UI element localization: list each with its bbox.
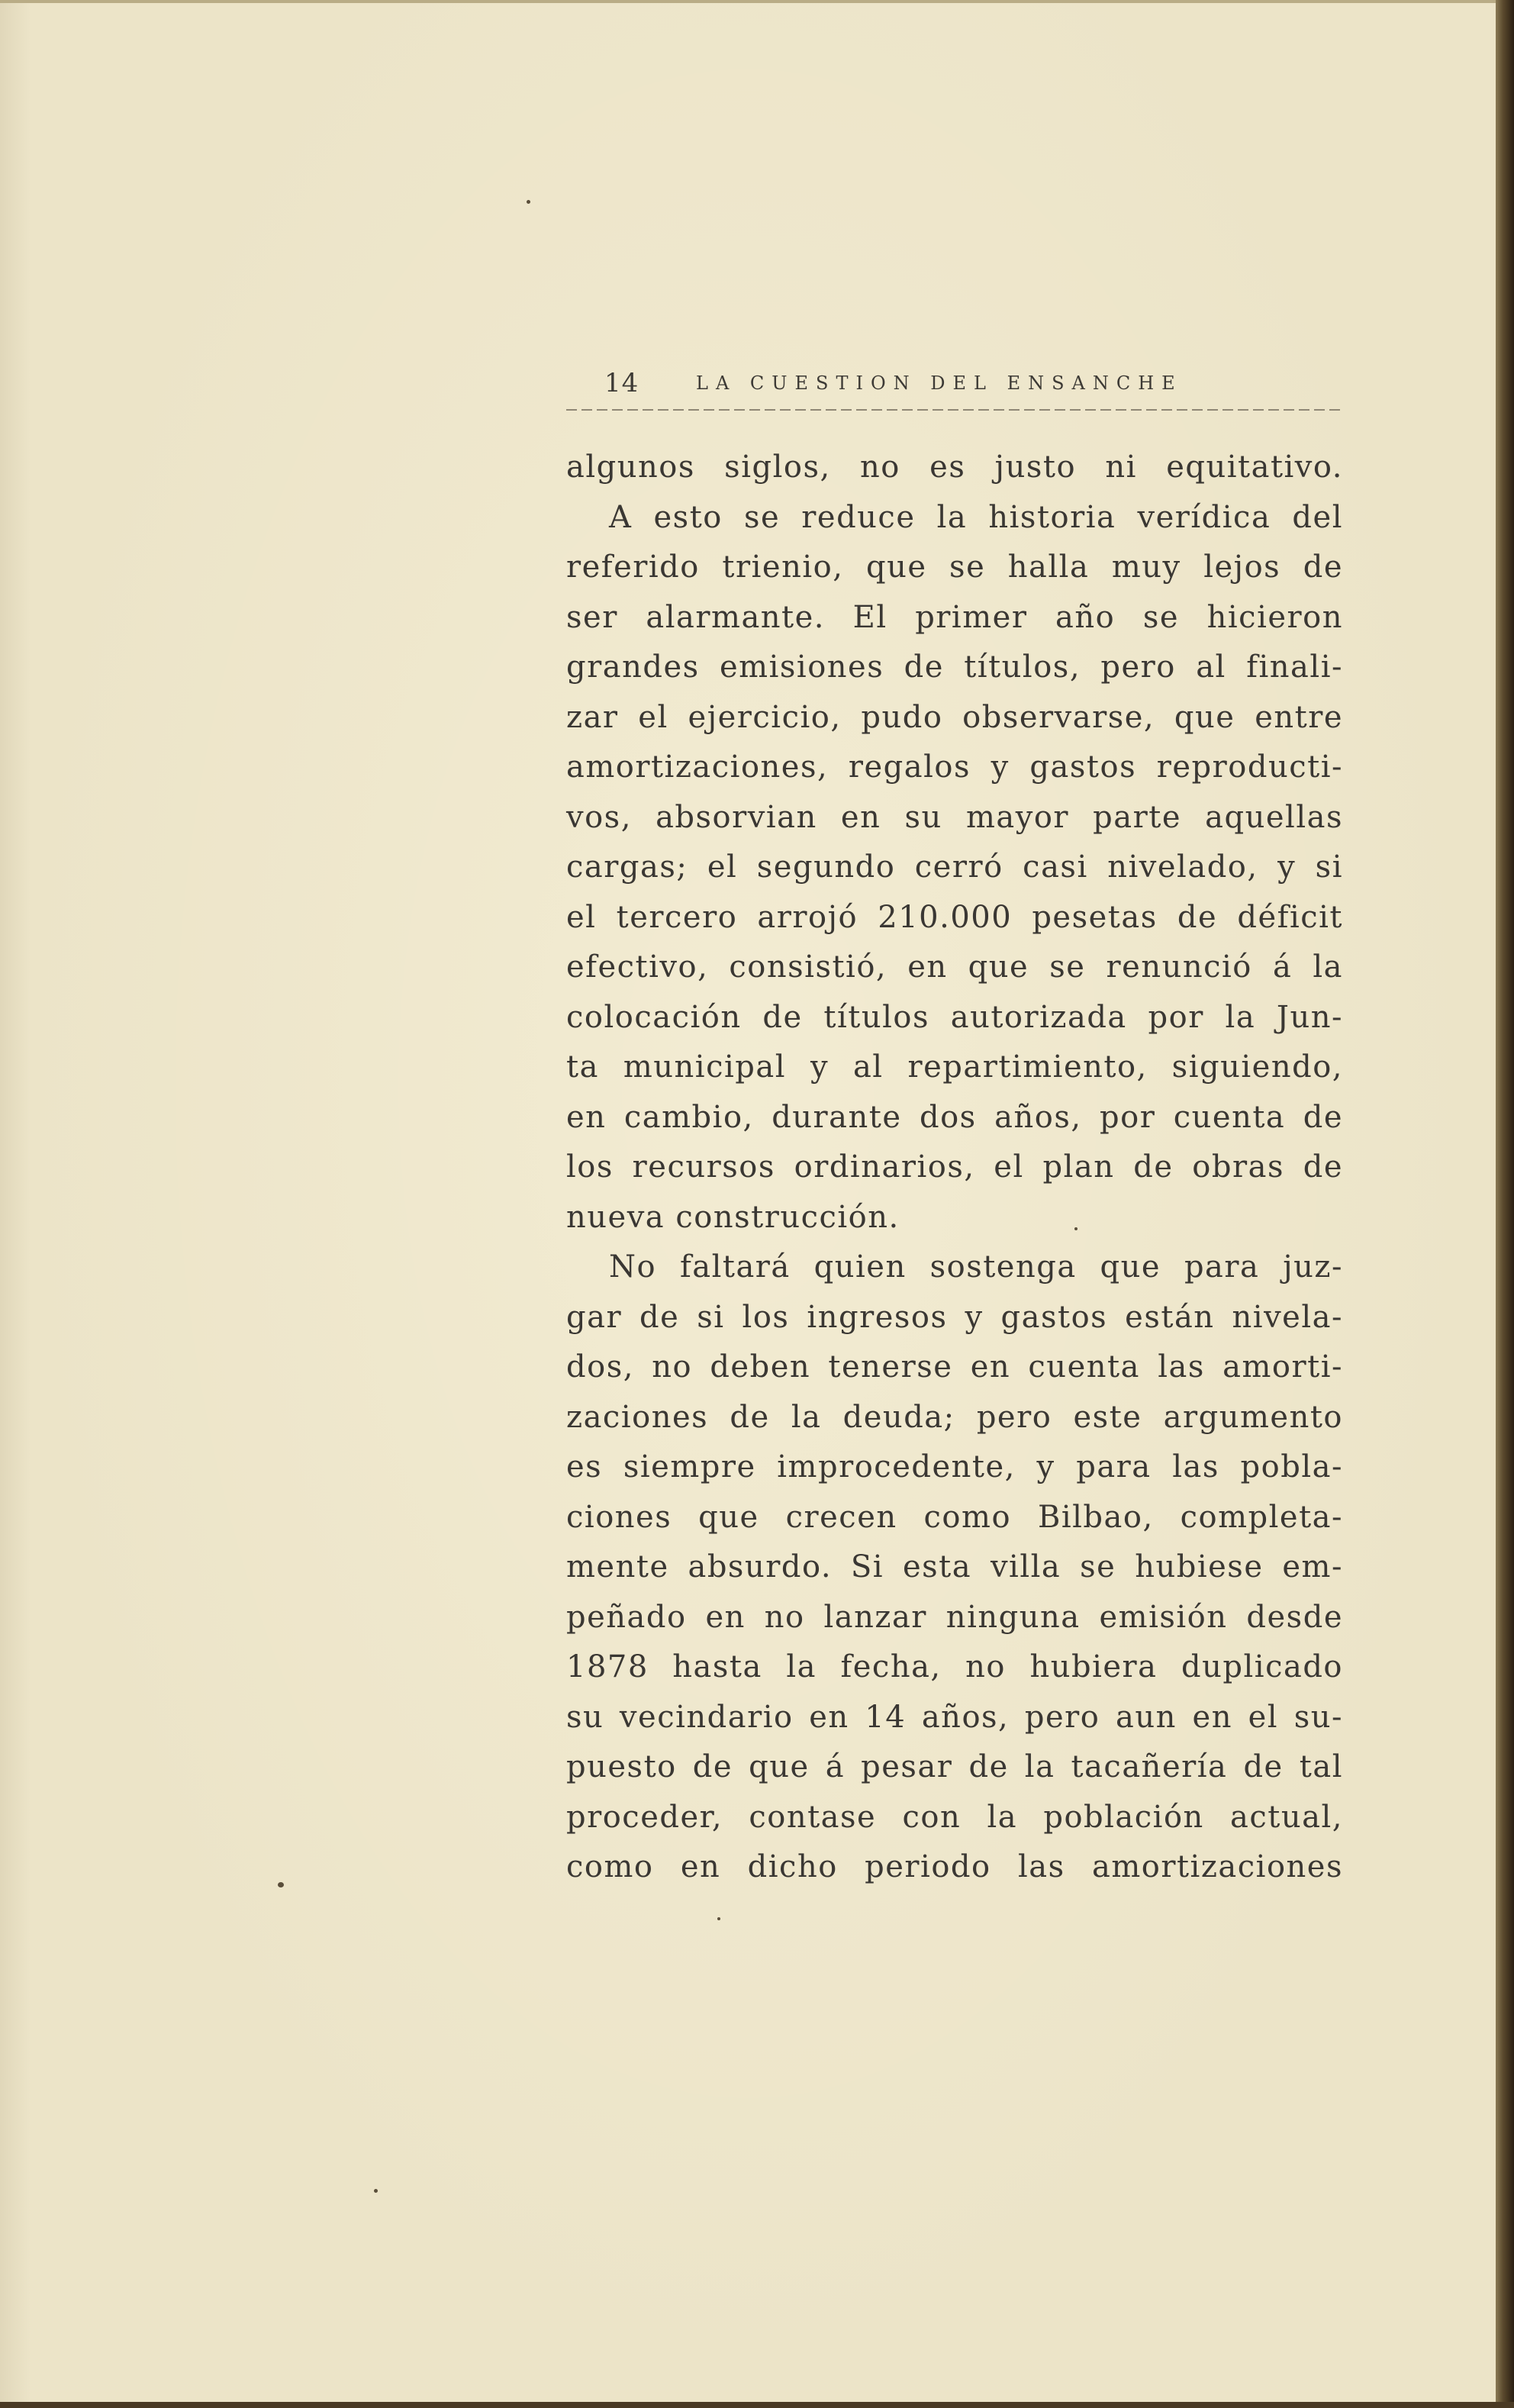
text-line: grandes emisiones de títulos, pero al finali-: [566, 650, 1343, 685]
text-line: como en dicho periodo las amortizaciones: [566, 1849, 1343, 1884]
text-line: peñado en no lanzar ninguna emisión desde: [566, 1599, 1343, 1635]
text-line: los recursos ordinarios, el plan de obras de: [566, 1149, 1343, 1185]
text-line: 1878 hasta la fecha, no hubiera duplicado: [566, 1649, 1343, 1684]
text-line: efectivo, consistió, en que se renunció á la: [566, 949, 1343, 985]
text-line: proceder, contase con la población actual,: [566, 1799, 1343, 1835]
text-line: ciones que crecen como Bilbao, completa-: [566, 1499, 1343, 1535]
text-line: es siempre improcedente, y para las pobla-: [566, 1449, 1343, 1484]
running-head: [566, 365, 1343, 411]
page-top-edge: [0, 0, 1514, 3]
text-line: puesto de que á pesar de la tacañería de tal: [566, 1749, 1343, 1784]
text-line: dos, no deben tenerse en cuenta las amorti-: [566, 1349, 1343, 1385]
text-line: colocación de títulos autorizada por la Jun-: [566, 999, 1343, 1035]
text-line: nueva construcción.: [566, 1199, 900, 1235]
header-rule: [566, 409, 1343, 411]
text-line: No faltará quien sostenga que para juz-: [609, 1249, 1343, 1285]
text-line: ser alarmante. El primer año se hicieron: [566, 599, 1343, 635]
text-line: zaciones de la deuda; pero este argumento: [566, 1399, 1343, 1435]
page-bottom-edge: [0, 2402, 1514, 2408]
text-line: cargas; el segundo cerró casi nivelado, y si: [566, 849, 1343, 885]
text-line: zar el ejercicio, pudo observarse, que entre: [566, 699, 1343, 735]
paper-speck: [278, 1882, 284, 1887]
text-line: mente absurdo. Si esta villa se hubiese em-: [566, 1549, 1343, 1584]
text-line: referido trienio, que se halla muy lejos de: [566, 550, 1343, 585]
text-line: su vecindario en 14 años, pero aun en el su-: [566, 1699, 1343, 1735]
text-line: ta municipal y al repartimiento, siguiendo,: [566, 1049, 1343, 1085]
running-title: LA CUESTION DEL ENSANCHE: [696, 372, 1183, 394]
page-right-edge: [1496, 0, 1514, 2408]
paper-speck: [1074, 1227, 1078, 1230]
text-line: amortizaciones, regalos y gastos reproducti-: [566, 749, 1343, 785]
text-line: A esto se reduce la historia verídica del: [609, 499, 1343, 535]
text-line: en cambio, durante dos años, por cuenta de: [566, 1099, 1343, 1135]
text-line: algunos siglos, no es justo ni equitativo.: [566, 450, 1343, 485]
text-line: el tercero arrojó 210.000 pesetas de déficit: [566, 899, 1343, 935]
paper-speck: [717, 1917, 720, 1920]
page-number: 14: [604, 368, 639, 398]
text-line: gar de si los ingresos y gastos están nivela-: [566, 1299, 1343, 1335]
paper-speck: [527, 200, 530, 204]
paper-speck: [374, 2189, 378, 2193]
text-line: vos, absorvian en su mayor parte aquellas: [566, 799, 1343, 835]
body-text: [566, 443, 1343, 1893]
